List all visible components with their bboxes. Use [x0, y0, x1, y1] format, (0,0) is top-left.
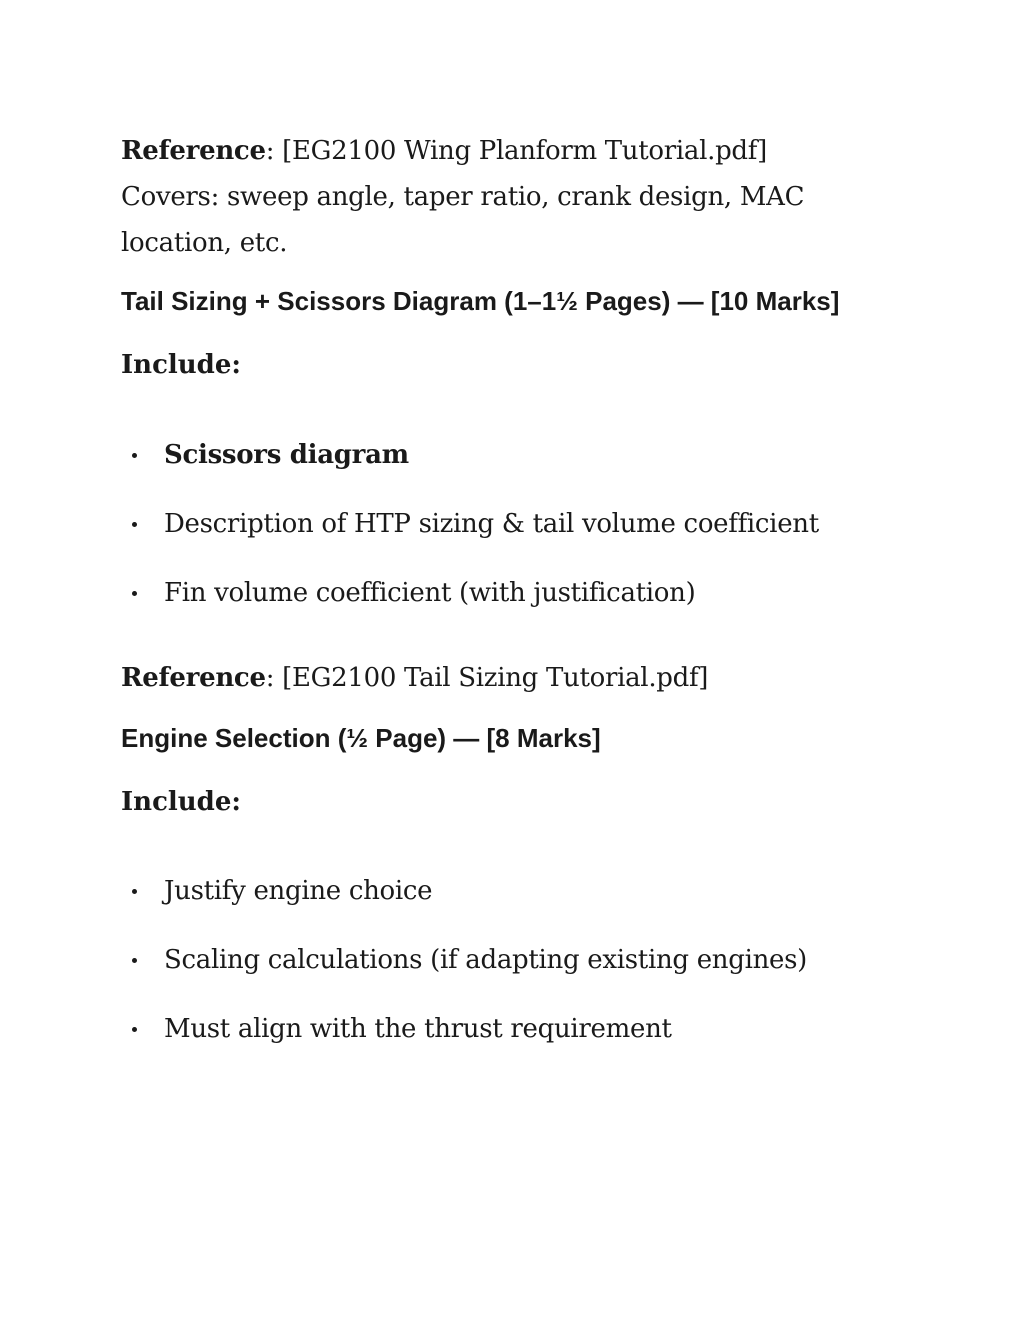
reference-text: : [EG2100 Tail Sizing Tutorial.pdf] [265, 663, 709, 693]
covers-text: Covers: sweep angle, taper ratio, crank design, MAC location, etc. [121, 182, 805, 258]
reference-label: Reference [121, 136, 266, 166]
engine-selection-heading: Engine Selection (½ Page) — [8 Marks] [121, 723, 601, 753]
include-label: Include: [121, 350, 241, 380]
engine-selection-list [121, 874, 921, 1081]
bullet-icon [132, 958, 137, 963]
document-page [121, 128, 921, 1081]
include-label: Include: [121, 787, 241, 817]
list-item-text: Must align with the thrust requirement [164, 1014, 672, 1044]
tail-reference-paragraph [121, 655, 921, 701]
reference-label: Reference [121, 663, 266, 693]
bullet-icon [132, 522, 137, 527]
list-item [121, 1012, 921, 1081]
list-item-text: Fin volume coefficient (with justification) [164, 578, 696, 608]
list-item-text: Scissors diagram [164, 440, 409, 470]
list-item-text: Justify engine choice [164, 876, 433, 906]
list-item [121, 438, 921, 507]
list-item-text: Scaling calculations (if adapting existing engines) [164, 945, 808, 975]
list-item [121, 943, 921, 1012]
bullet-icon [132, 591, 137, 596]
bullet-icon [132, 1027, 137, 1032]
list-item-text: Description of HTP sizing & tail volume coefficient [164, 509, 819, 539]
bullet-icon [132, 889, 137, 894]
tail-sizing-heading: Tail Sizing + Scissors Diagram (1–1½ Pages) — [10 Marks] [121, 286, 840, 316]
tail-sizing-list [121, 438, 921, 645]
list-item [121, 576, 921, 645]
bullet-icon [132, 453, 137, 458]
list-item [121, 507, 921, 576]
list-item [121, 874, 921, 943]
wing-reference-paragraph [121, 128, 921, 266]
reference-text: : [EG2100 Wing Planform Tutorial.pdf] [265, 136, 767, 166]
